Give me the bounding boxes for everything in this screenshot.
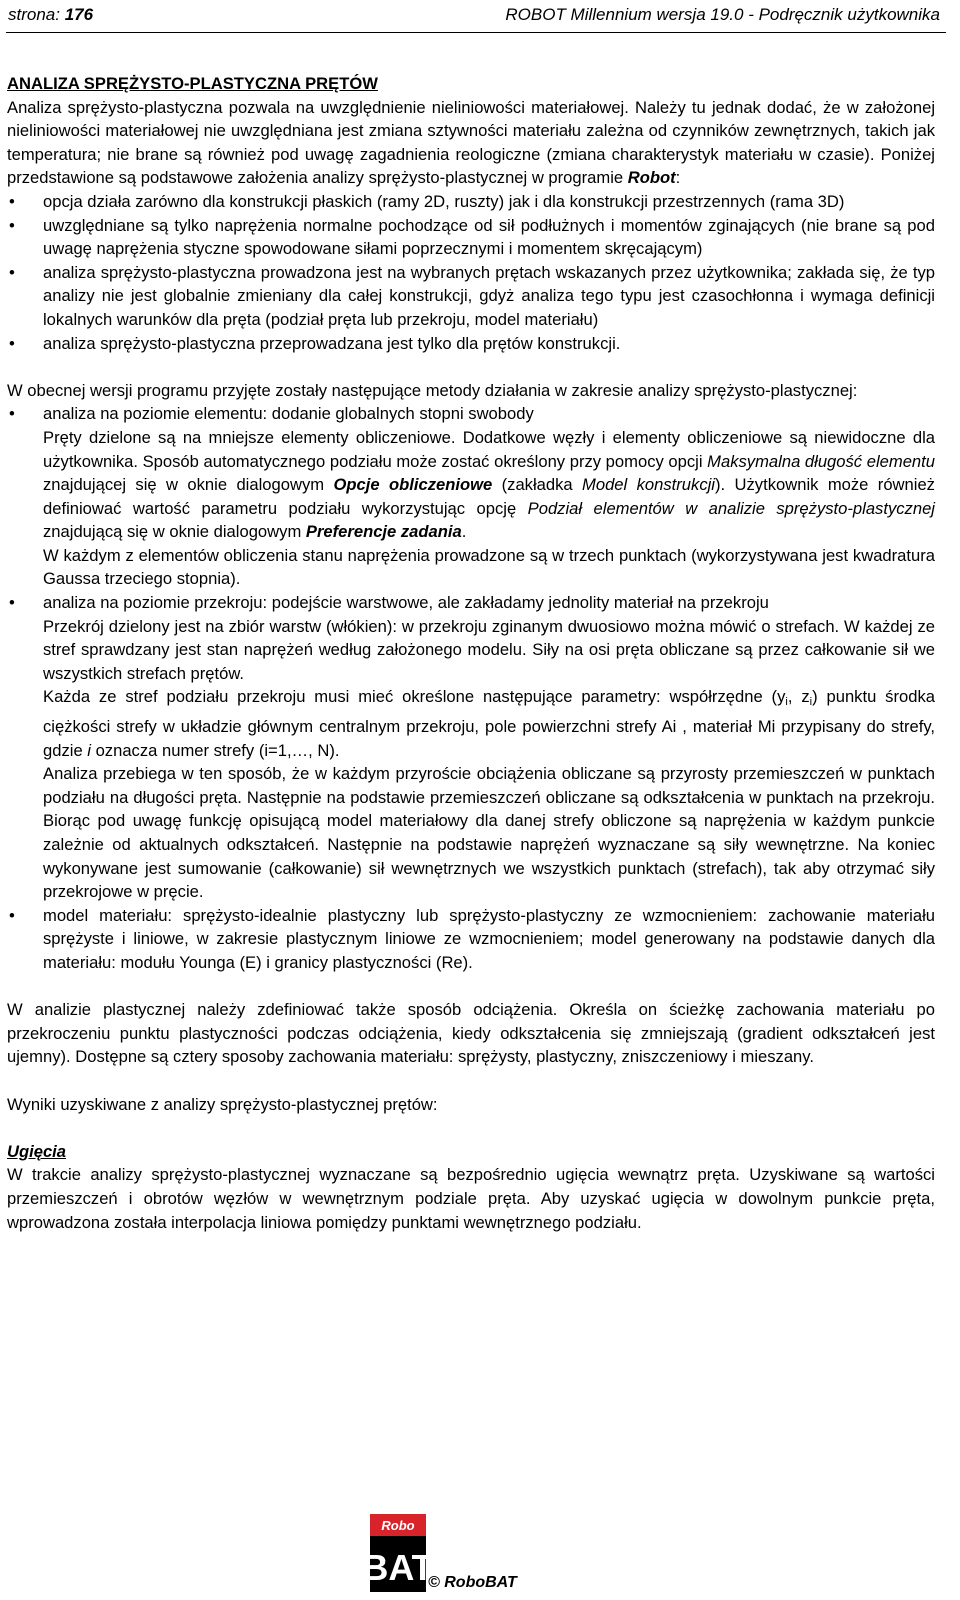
robobat-logo-icon xyxy=(362,1514,434,1592)
svg-text:BAT: BAT xyxy=(362,1547,434,1588)
list-item: • analiza na poziomie elementu: dodanie globalnych stopni swobody Pręty dzielone są na mniejsze elementy obliczeniowe. Dodatkowe węzły i elementy obliczeniowe są niewidoczne dla użytkownika. Sposób automatycznego podziału może zostać określony przy pomocy opcji Maksymalna długość elementu znajdującej się w oknie dialogowym Opcje obliczeniowe (zakładka Model konstrukcji). Użytkownik może również definiować wartość parametru podziału wykorzystując opcję Podział elementów w analizie sprężysto-plastycznej znajdującą się w oknie dialogowym Preferencje zadania. W każdym z elementów obliczenia stanu naprężenia prowadzone są w trzech punktach (wykorzystywana jest kwadratura Gaussa trzeciego stopnia). xyxy=(7,402,935,591)
intro-paragraph: Analiza sprężysto-plastyczna pozwala na uwzględnienie nieliniowości materiałowej. Należy tu jednak dodać, że w założonej nieliniowości materiałowej nie uwzględniana jest zmiana sztywności materiału zależna od czynników zewnętrznych, takich jak temperatura; nie brane są również pod uwagę zagadnienia reologiczne (zmiana charakterystyk materiału w czasie). Poniżej przedstawione są podstawowe założenia analizy sprężysto-plastycznej w programie Robot: xyxy=(7,97,935,188)
page-footer xyxy=(362,1514,570,1594)
results-intro: Wyniki uzyskiwane z analizy sprężysto-plastycznej prętów: xyxy=(7,1094,438,1114)
methods-intro: W obecnej wersji programu przyjęte zostały następujące metody działania w zakresie analizy sprężysto-plastycznej: xyxy=(7,380,858,400)
page-number: 176 xyxy=(64,5,94,24)
list-item: • opcja działa zarówno dla konstrukcji płaskich (ramy 2D, ruszty) jak i dla konstrukcji przestrzennych (rama 3D) xyxy=(7,190,935,214)
robot-name: Robot xyxy=(627,168,676,188)
section-title: ANALIZA SPRĘŻYSTO-PLASTYCZNA PRĘTÓW xyxy=(7,74,378,93)
list-item: • model materiału: sprężysto-idealnie plastyczny lub sprężysto-plastyczny ze wzmocnieniem: zachowanie materiału sprężyste i liniowe, w zakresie plastycznym liniowe ze wzmocnieniem; model generowany na podstawie danych dla materiału: modułu Younga (E) i granicy plastyczności (Re). xyxy=(7,904,935,975)
list-item: • uwzględniane są tylko naprężenia normalne pochodzące od sił podłużnych i momentów zginających (nie brane są pod uwagę naprężenia styczne spowodowane siłami poprzecznymi i momentem skręcającym) xyxy=(7,214,935,261)
page-header xyxy=(6,0,946,33)
page-number-label: strona: 176 xyxy=(8,5,94,24)
svg-text:Robo: Robo xyxy=(381,1518,415,1533)
copyright: © RoboBAT xyxy=(428,1574,517,1591)
deflections-heading: Ugięcia xyxy=(7,1141,67,1161)
list-item: • analiza sprężysto-plastyczna prowadzona jest na wybranych prętach wskazanych przez użytkownika; zakłada się, że typ analizy nie jest globalnie zmieniany dla całej konstrukcji, gdyż analiza tego typu jest czasochłonna i wymaga definicji lokalnych warunków dla pręta (podział pręta lub przekroju, model materiału) xyxy=(7,261,935,332)
unloading-paragraph: W analizie plastycznej należy zdefiniować także sposób odciążenia. Określa on ścieżkę zachowania materiału po przekroczeniu punktu plastyczności podczas odciążenia, kiedy odkształcenia się zmniejszają (gradient odkształceń jest ujemny). Dostępne są cztery sposoby zachowania materiału: sprężysty, plastyczny, zniszczeniowy i mieszany. xyxy=(7,1000,935,1067)
deflections-paragraph: W trakcie analizy sprężysto-plastycznej wyznaczane są bezpośrednio ugięcia wewnątrz pręta. Uzyskiwane są wartości przemieszczeń i obrotów węzłów w wewnętrznym podziale pręta. Aby uzyskać ugięcia w dowolnym punkcie pręta, wprowadzona została interpolacja liniowa pomiędzy punktami wewnętrznego podziału. xyxy=(7,1165,935,1232)
page-content xyxy=(7,72,935,1234)
list-item: • analiza na poziomie przekroju: podejście warstwowe, ale zakładamy jednolity materiał na przekroju Przekrój dzielony jest na zbiór warstw (włókien): w przekroju zginanym dwuosiowo można mówić o strefach. W każdej ze stref sprawdzany jest stan naprężeń według założonego modelu. Siły na osi pręta obliczane są przez całkowanie sił we wszystkich strefach prętów. Każda ze stref podziału przekroju musi mieć określone następujące parametry: współrzędne ($y_i$, $z_i$) punktu środka ciężkości strefy w układzie głównym centralnym przekroju, pole powierzchni strefy Ai , materiał Mi przypisany do strefy, gdzie i oznacza numer strefy (i=1,…, N). Analiza przebiega w ten sposób, że w każdym przyroście obciążenia obliczane są przyrosty przemieszczeń w punktach podziału na długości pręta. Następnie na podstawie przemieszczeń obliczane są odkształcenia w punktach na przekroju. Biorąc pod uwagę funkcję opisującą model materiałowy dla danej strefy obliczone są naprężenia w każdym punkcie zależnie od aktualnych odkształceń. Następnie na podstawie naprężeń wyznaczane są siły wewnętrzne. Na koniec wykonywane jest sumowanie (całkowanie) sił wewnętrznych we wszystkich punktach (strefach), tak aby otrzymać siły przekrojowe w pręcie. xyxy=(7,591,935,904)
document-title: ROBOT Millennium wersja 19.0 - Podręcznik użytkownika xyxy=(505,5,940,24)
methods-list xyxy=(7,402,935,974)
list-item: • analiza sprężysto-plastyczna przeprowadzana jest tylko dla prętów konstrukcji. xyxy=(7,332,935,356)
assumptions-list xyxy=(7,190,935,355)
